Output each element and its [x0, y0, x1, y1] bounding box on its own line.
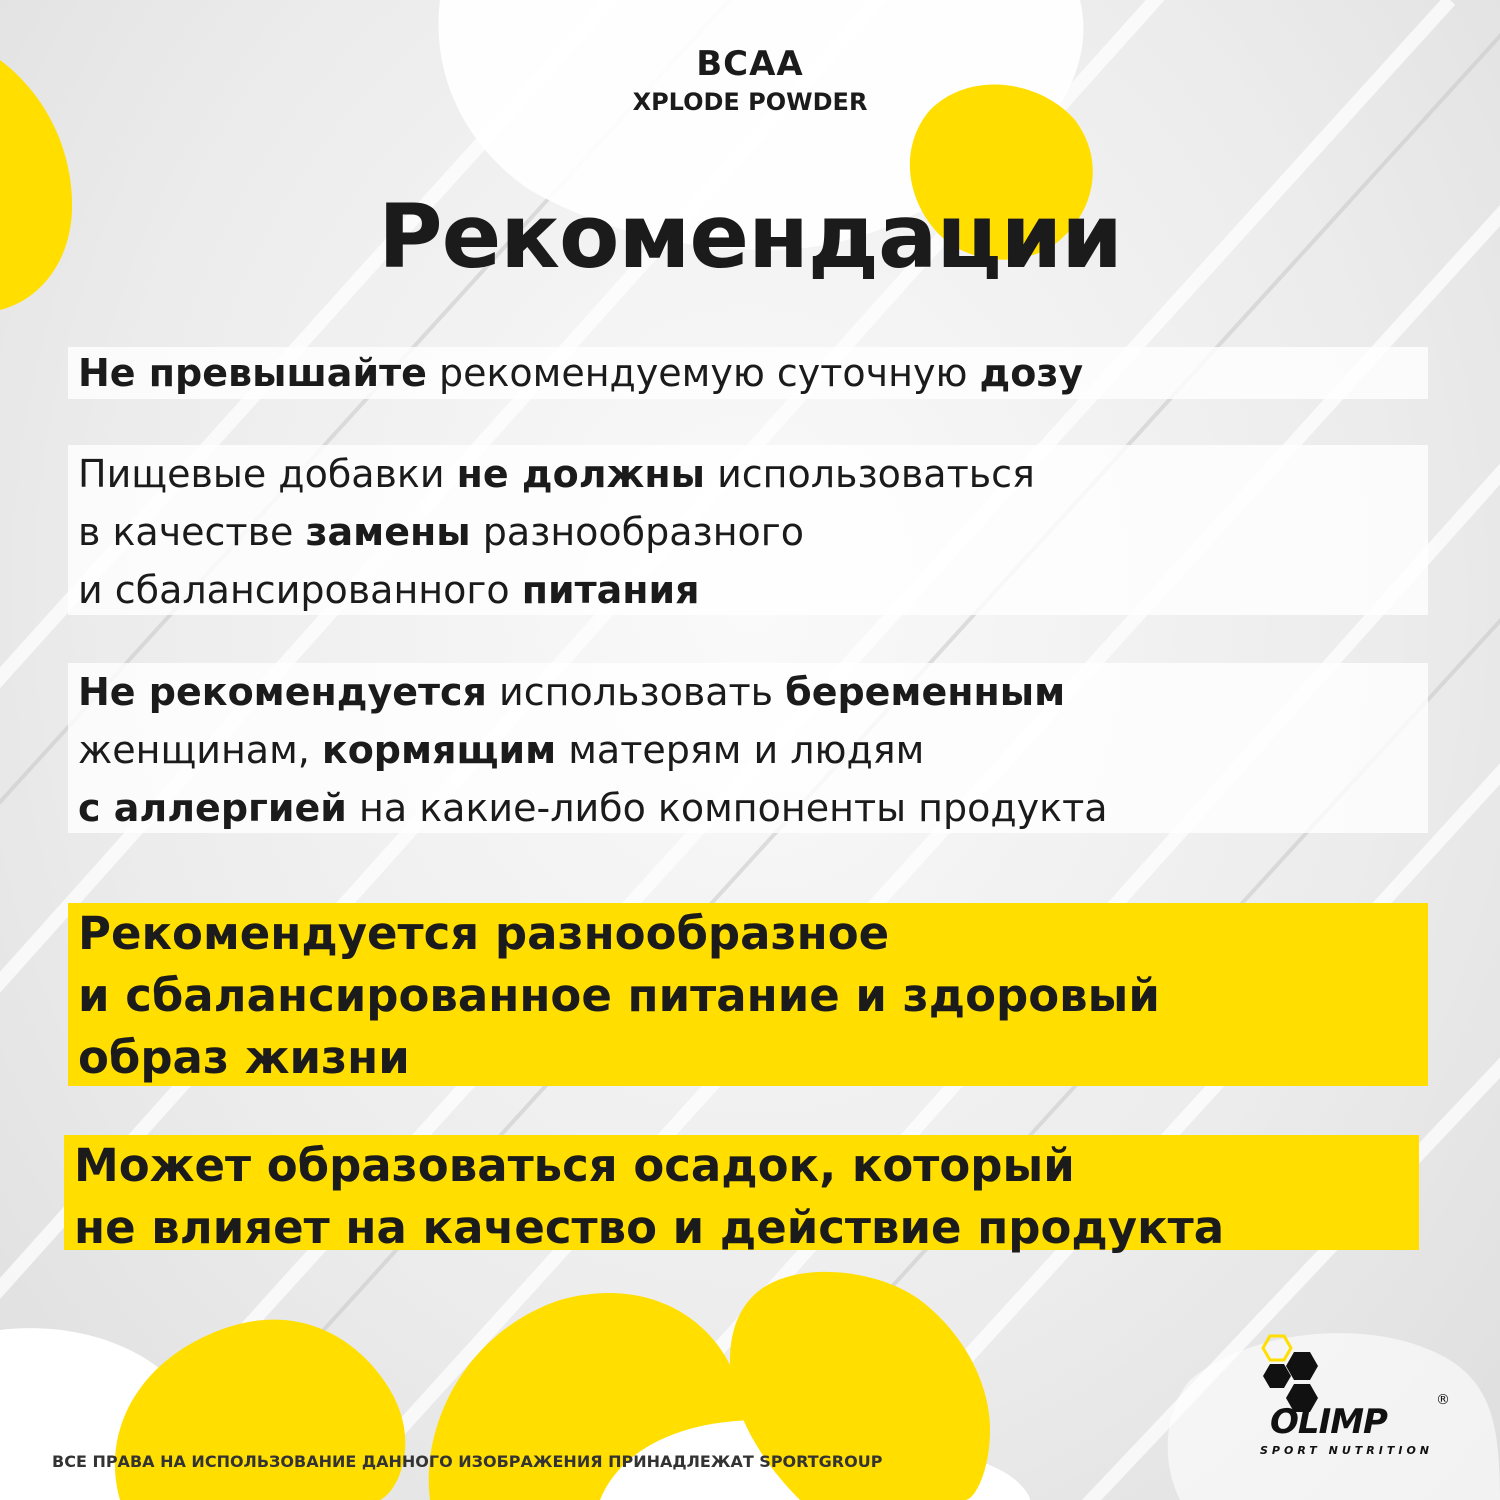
logo-tagline: SPORT NUTRITION [1260, 1444, 1434, 1457]
header [0, 44, 1500, 118]
recommendation-block-1 [68, 347, 1428, 399]
emphasis-text: Рекомендуется разнообразное [78, 907, 890, 960]
body-text: матерям и людям [556, 728, 925, 772]
body-text: женщинам, [78, 728, 322, 772]
block-line [78, 561, 1428, 619]
emphasis-text: замены [305, 510, 471, 554]
body-text: Пищевые добавки [78, 452, 457, 496]
body-text: на какие-либо компоненты продукта [346, 786, 1108, 830]
registered-mark: ® [1436, 1392, 1450, 1408]
block-line [74, 1135, 1419, 1197]
yellow-blob-bottom-left [115, 1320, 405, 1500]
copyright-notice: ВСЕ ПРАВА НА ИСПОЛЬЗОВАНИЕ ДАННОГО ИЗОБРАЖЕНИЯ ПРИНАДЛЕЖАТ SPORTGROUP [52, 1452, 883, 1471]
block-line [78, 347, 1428, 399]
block-line [78, 503, 1428, 561]
block-line [78, 721, 1428, 779]
block-line [78, 445, 1428, 503]
body-text: разнообразного [470, 510, 805, 554]
recommendation-block-3 [68, 663, 1428, 833]
body-text: использовать [486, 670, 786, 714]
emphasis-text: Не превышайте [78, 351, 427, 395]
page-title: Рекомендации [378, 185, 1122, 288]
body-text: использоваться [705, 452, 1035, 496]
block-line [74, 1197, 1419, 1259]
body-text: в качестве [78, 510, 306, 554]
emphasis-text: не должны [456, 452, 705, 496]
emphasis-text: кормящим [321, 728, 557, 772]
block-line [78, 1027, 1428, 1089]
block-line [78, 663, 1428, 721]
brand-title: BCAA [696, 44, 804, 84]
emphasis-text: Может образоваться осадок, который [74, 1139, 1075, 1192]
emphasis-text: Не рекомендуется [78, 670, 487, 714]
block-line [78, 965, 1428, 1027]
block-line [78, 779, 1428, 837]
recommendation-block-2 [68, 445, 1428, 615]
emphasis-text: дозу [979, 351, 1084, 395]
emphasis-text: питания [521, 568, 700, 612]
emphasis-text: образ жизни [78, 1031, 410, 1084]
olimp-logo [1250, 1330, 1460, 1470]
emphasis-text: беременным [785, 670, 1066, 714]
recommendation-block-4 [68, 903, 1428, 1086]
logo-brand: OLIMP [1270, 1402, 1387, 1442]
body-text: и сбалансированного [78, 568, 522, 612]
block-line [78, 903, 1428, 965]
body-text: рекомендуемую суточную [426, 351, 980, 395]
recommendation-block-5 [64, 1135, 1419, 1254]
emphasis-text: с аллергией [78, 786, 347, 830]
emphasis-text: не влияет на качество и действие продукта [74, 1201, 1225, 1254]
emphasis-text: и сбалансированное питание и здоровый [78, 969, 1160, 1022]
brand-subtitle: XPLODE POWDER [632, 88, 868, 116]
